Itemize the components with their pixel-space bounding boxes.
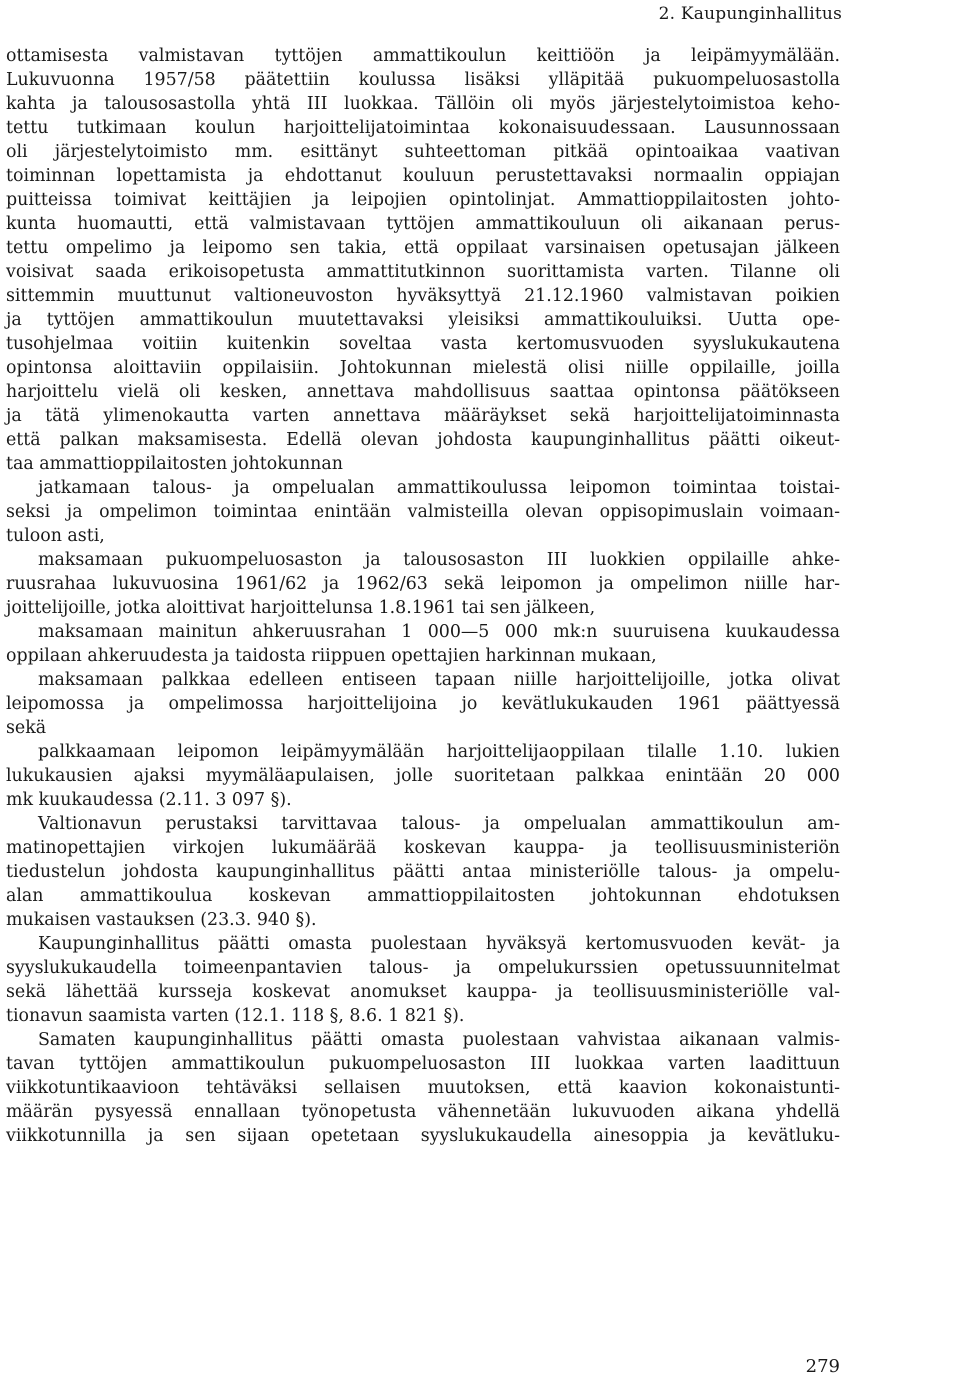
text-line: ja tyttöjen ammattikoulun muutettavaksi yleisiksi ammattikouluiksi. Uutta ope- — [6, 310, 840, 330]
text-line: seksi ja ompelimon toimintaa enintään valmisteilla olevan oppisopimuslain voimaan- — [6, 502, 840, 522]
text-line: matinopettajien virkojen lukumäärää koskevan kauppa- ja teollisuusministeriön — [6, 838, 840, 858]
text-line: sekä lähettää kursseja koskevat anomukset kauppa- ja teollisuusministeriölle val- — [6, 982, 840, 1002]
text-line: Valtionavun perustaksi tarvittavaa talous- ja ompelualan ammattikoulun am- — [38, 814, 840, 834]
text-line: ruusrahaa lukuvuosina 1961/62 ja 1962/63 sekä leipomon ja ompelimon niille har- — [6, 574, 840, 594]
text-line: jatkamaan talous- ja ompelualan ammattikoulussa leipomon toimintaa toistai- — [38, 478, 840, 498]
text-line: tuloon asti, — [6, 526, 105, 546]
text-line: tusohjelmaa voitiin kuitenkin soveltaa vasta kertomusvuoden syyslukukautena — [6, 334, 840, 354]
text-line: leipomossa ja ompelimossa harjoittelijoina jo kevätlukukauden 1961 päättyessä — [6, 694, 840, 714]
text-line: Samaten kaupunginhallitus päätti omasta puolestaan vahvistaa aikanaan valmis- — [38, 1030, 840, 1050]
text-line: maksamaan mainitun ahkeruusrahan 1 000—5 000 mk:n suuruisena kuukaudessa — [38, 622, 840, 642]
text-line: maksamaan pukuompeluosaston ja talousosaston III luokkien oppilaille ahke- — [38, 550, 840, 570]
text-line: puitteissa toimivat keittäjien ja leipojien opintolinjat. Ammattioppilaitosten johto- — [6, 190, 840, 210]
text-line: tettu ompelimo ja leipomo sen takia, että oppilaat varsinaisen opetusajan jälkeen — [6, 238, 840, 258]
text-line: oppilaan ahkeruudesta ja taidosta riippuen opettajien harkinnan mukaan, — [6, 646, 657, 666]
text-line: mk kuukaudessa (2.11. 3 097 §). — [6, 790, 292, 810]
text-line: määrän pysyessä ennallaan työnopetusta vähennetään lukuvuoden aikana yhdellä — [6, 1102, 840, 1122]
text-line: tiedustelun johdosta kaupunginhallitus päätti antaa ministeriölle talous- ja ompelu- — [6, 862, 840, 882]
text-line: opintonsa aloittaviin oppilaisiin. Johtokunnan mielestä olisi niille oppilaille, joilla — [6, 358, 840, 378]
text-line: Kaupunginhallitus päätti omasta puolestaan hyväksyä kertomusvuoden kevät- ja — [38, 934, 840, 954]
text-line: tavan tyttöjen ammattikoulun pukuompeluosaston III luokkaa varten laadittuun — [6, 1054, 840, 1074]
text-line: oli järjestelytoimisto mm. esittänyt suhteettoman pitkää opintoaikaa vaativan — [6, 142, 840, 162]
text-line: sekä — [6, 718, 47, 738]
text-line: viikkotunnilla ja sen sijaan opetetaan syyslukukaudella ainesoppia ja kevätluku- — [6, 1126, 840, 1146]
text-line: Lukuvuonna 1957/58 päätettiin koulussa lisäksi ylläpitää pukuompeluosastolla — [6, 70, 840, 90]
page-header: 2. Kaupunginhallitus — [658, 4, 842, 24]
text-line: alan ammattikoulua koskevan ammattioppilaitosten johtokunnan ehdotuksen — [6, 886, 840, 906]
text-line: harjoittelu vielä oli kesken, annettava mahdollisuus saattaa opintonsa päätökseen — [6, 382, 840, 402]
text-line: voisivat saada erikoisopetusta ammattitutkinnon suorittamista varten. Tilanne oli — [6, 262, 840, 282]
text-line: että palkan maksamisesta. Edellä olevan johdosta kaupunginhallitus päätti oikeut- — [6, 430, 840, 450]
text-line: palkkaamaan leipomon leipämyymälään harjoittelijaoppilaan tilalle 1.10. lukien — [38, 742, 840, 762]
text-line: tettu tutkimaan koulun harjoittelijatoimintaa kokonaisuudessaan. Lausunnossaan — [6, 118, 840, 138]
text-line: toiminnan lopettamista ja ehdottanut kouluun perustettavaksi normaalin oppiajan — [6, 166, 840, 186]
text-line: mukaisen vastauksen (23.3. 940 §). — [6, 910, 317, 930]
text-line: maksamaan palkkaa edelleen entiseen tapaan niille harjoittelijoille, jotka olivat — [38, 670, 840, 690]
text-line: syyslukukaudella toimeenpantavien talous- ja ompelukurssien opetussuunnitelmat — [6, 958, 840, 978]
text-line: joittelijoille, jotka aloittivat harjoittelunsa 1.8.1961 tai sen jälkeen, — [6, 598, 596, 618]
text-line: ottamisesta valmistavan tyttöjen ammattikoulun keittiöön ja leipämyymälään. — [6, 46, 840, 66]
text-line: kunta huomautti, että valmistavaan tyttöjen ammattikouluun oli aikanaan perus- — [6, 214, 840, 234]
page-number: 279 — [805, 1356, 840, 1377]
text-line: lukukausien ajaksi myymäläapulaisen, jolle suoritetaan palkkaa enintään 20 000 — [6, 766, 840, 786]
text-line: ja tätä ylimenokautta varten annettava määräykset sekä harjoittelijatoiminnasta — [6, 406, 840, 426]
body-text — [6, 44, 840, 1148]
text-line: tionavun saamista varten (12.1. 118 §, 8.6. 1 821 §). — [6, 1006, 465, 1026]
text-line: kahta ja talousosastolla yhtä III luokkaa. Tällöin oli myös järjestelytoimistoa keho- — [6, 94, 840, 114]
text-line: viikkotuntikaavioon tehtäväksi sellaisen muutoksen, että kaavion kokonaistunti- — [6, 1078, 840, 1098]
text-line: sittemmin muuttunut valtioneuvoston hyväksyttyä 21.12.1960 valmistavan poikien — [6, 286, 840, 306]
text-line: taa ammattioppilaitosten johtokunnan — [6, 454, 343, 474]
